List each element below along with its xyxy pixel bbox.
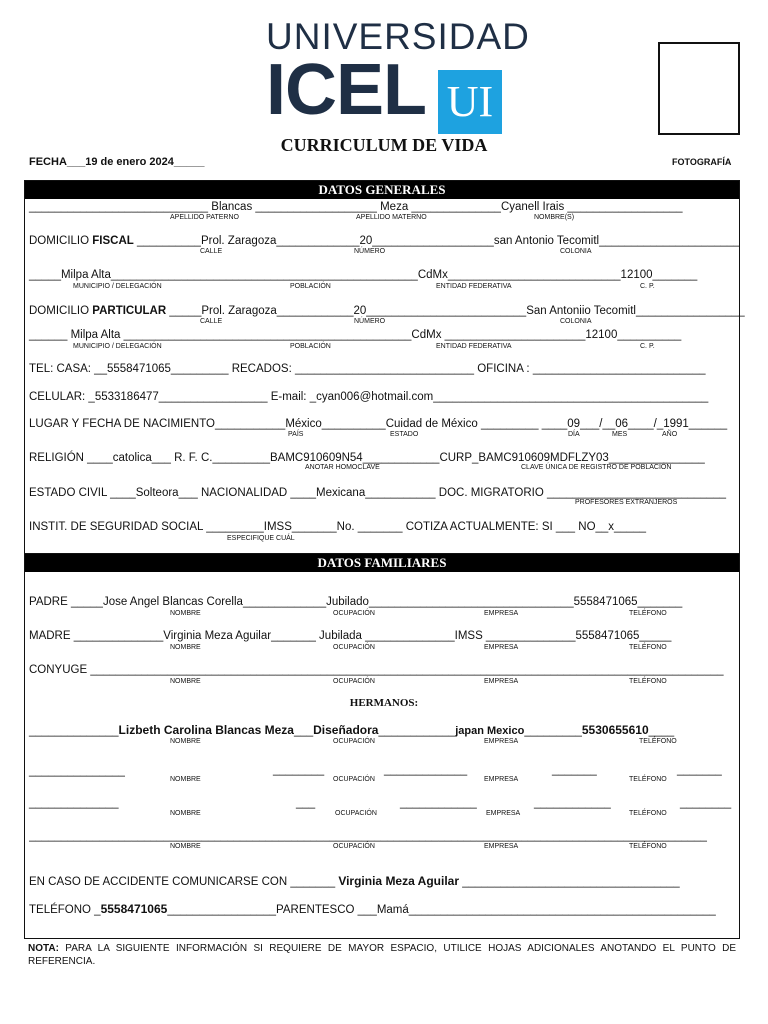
- domicilio-fiscal-line-2: _____Milpa Alta________________________________________________CdMx___________________________12100_______: [29, 269, 698, 281]
- caption-cual: ESPECIFIQUE CUÁL: [227, 535, 295, 542]
- caption-hermano2-ocupacion: OCUPACIÓN: [333, 776, 375, 783]
- telefono-line: TEL: CASA: __5558471065_________ RECADOS: ____________________________ OFICINA : ___________________________: [29, 363, 706, 375]
- caption-hermano3-ocupacion: OCUPACIÓN: [335, 810, 377, 817]
- hermano-1-end: ____: [648, 725, 675, 737]
- caption-padre-ocupacion: OCUPACIÓN: [333, 610, 375, 617]
- caption-padre-telefono: TELÉFONO: [629, 610, 667, 617]
- caption-homoclave: ANOTAR HOMOCLAVE: [305, 464, 380, 471]
- hermano-1-line: [29, 723, 674, 737]
- caption-madre-telefono: TELÉFONO: [629, 644, 667, 651]
- hermano-1-sep2: ____________: [378, 725, 456, 737]
- caption-numero: NÚMERO: [354, 248, 386, 255]
- nota-label: NOTA:: [28, 943, 59, 954]
- section-header-familiares: DATOS FAMILIARES: [25, 554, 739, 572]
- hermano-3-blank-telefono: ________: [680, 797, 732, 809]
- celular-line: CELULAR: _5533186477_________________ E-mail: _cyan006@hotmail.com___________________________________________: [29, 391, 709, 403]
- caption-conyuge-nombre: NOMBRE: [170, 678, 201, 685]
- hermano-3-blank-empresa: ____________: [400, 797, 477, 809]
- seguridad-social-line: INSTIT. DE SEGURIDAD SOCIAL _________IMSS_______No. _______ COTIZA ACTUALMENTE: SI ___ NO__x_____: [29, 521, 647, 533]
- caption-hermano1-nombre: NOMBRE: [170, 738, 201, 745]
- caption-entidad: ENTIDAD FEDERATIVA: [436, 283, 512, 290]
- fiscal-value: __________Prol. Zaragoza_____________20___________________san Antonio Tecomitl______________________: [133, 235, 740, 247]
- caption-hermano3-empresa: EMPRESA: [486, 810, 521, 817]
- fiscal-label: DOMICILIO: [29, 235, 93, 247]
- hermano-3-blank-nombre: ______________: [29, 797, 119, 809]
- caption-pais: PAÍS: [288, 431, 304, 438]
- nota-footer: [28, 942, 736, 968]
- particular-label: DOMICILIO: [29, 305, 93, 317]
- caption-hermano2-telefono: TELÉFONO: [629, 776, 667, 783]
- caption-hermano2-empresa: EMPRESA: [484, 776, 519, 783]
- caption-conyuge-ocupacion: OCUPACIÓN: [333, 678, 375, 685]
- hermano-1-empresa: japan Mexico: [455, 725, 525, 737]
- fiscal-label-bold: FISCAL: [92, 235, 134, 247]
- conyuge-line: CÓNYUGE ___________________________________________________________________________________________________: [29, 664, 724, 676]
- caption-padre-nombre: NOMBRE: [170, 610, 201, 617]
- hermano-4-blank-line: __________________________________________________________________________________________________________: [29, 830, 707, 842]
- hermano-1-blank: ______________: [29, 725, 119, 737]
- caption-calle-2: CALLE: [200, 318, 223, 325]
- particular-value: _____Prol. Zaragoza____________20_________________________San Antoniio Tecomitl_________________: [166, 305, 745, 317]
- caption-madre-nombre: NOMBRE: [170, 644, 201, 651]
- particular-label-bold: PARTICULAR: [92, 305, 167, 317]
- caption-numero-2: NÚMERO: [354, 318, 386, 325]
- hermano-1-sep3: _________: [524, 725, 582, 737]
- caption-mes: MES: [612, 431, 628, 438]
- hermanos-title: HERMANOS:: [349, 697, 419, 709]
- hermano-1-nombre: Lizbeth Carolina Blancas Meza: [118, 723, 294, 737]
- caption-colonia: COLONIA: [560, 248, 592, 255]
- caption-poblacion-2: POBLACIÓN: [290, 343, 331, 350]
- telefono-accidente-label: TELÉFONO _: [29, 904, 101, 916]
- caption-municipio-2: MUNICIPIO / DELEGACIÓN: [73, 343, 162, 350]
- caption-nombres: NOMBRE(S): [534, 214, 575, 221]
- nacimiento-line: LUGAR Y FECHA DE NACIMIENTO___________México__________Cuidad de México _________ ____09___/__06____/_1991______: [29, 418, 728, 430]
- logo-text-universidad: UNIVERSIDAD: [266, 16, 530, 57]
- caption-hermano3-nombre: NOMBRE: [170, 810, 201, 817]
- parentesco-value: _________________PARENTESCO ___Mamá________________________________________________: [167, 904, 716, 916]
- domicilio-particular-line: [29, 305, 745, 317]
- madre-line: MADRE ______________Virginia Meza Aguilar_______ Jubilada ______________IMSS ______________5558471065_____: [29, 630, 672, 642]
- caption-conyuge-telefono: TELÉFONO: [629, 678, 667, 685]
- section-header-generales: DATOS GENERALES: [25, 181, 739, 199]
- caption-entidad-2: ENTIDAD FEDERATIVA: [436, 343, 512, 350]
- caption-apellido-paterno: APELLIDO PATERNO: [170, 214, 239, 221]
- domicilio-particular-line-2: ______ Milpa Alta _____________________________________________CdMx ______________________12100__________: [29, 329, 682, 341]
- caption-apellido-materno: APELLIDO MATERNO: [356, 214, 427, 221]
- fecha-field: FECHA___19 de enero 2024_____: [29, 156, 205, 168]
- caption-colonia-2: COLONIA: [560, 318, 592, 325]
- logo-text-icel: ICEL: [266, 50, 427, 130]
- hermano-3-blank-ocupacion: ___: [296, 797, 316, 809]
- caption-conyuge-empresa: EMPRESA: [484, 678, 519, 685]
- accidente-contacto: Virginia Meza Aguilar: [338, 874, 460, 888]
- caption-cp-2: C. P.: [640, 343, 655, 350]
- telefono-accidente-line: [29, 902, 716, 916]
- accidente-blank: __________________________________: [459, 876, 680, 888]
- accidente-label: EN CASO DE ACCIDENTE COMUNICARSE CON _______: [29, 876, 339, 888]
- hermano-2-blank-nombre: _______________: [29, 765, 125, 777]
- university-logo: [266, 16, 530, 130]
- caption-padre-empresa: EMPRESA: [484, 610, 519, 617]
- caption-hermano2-nombre: NOMBRE: [170, 776, 201, 783]
- caption-madre-ocupacion: OCUPACIÓN: [333, 644, 375, 651]
- hermano-2-blank-extra: _______: [552, 764, 597, 776]
- nota-text: PARA LA SIGUIENTE INFORMACIÓN SI REQUIERE DE MAYOR ESPACIO, UTILICE HOJAS ADICIONALES ANOTANDO EL PUNTO DE REFERENCIA.: [28, 943, 736, 967]
- nombre-line: ____________________________ Blancas ___________________ Meza ______________Cyanell Irais __________________: [29, 201, 683, 213]
- domicilio-fiscal-line: [29, 235, 740, 247]
- hermano-2-blank-empresa: _____________: [384, 764, 468, 776]
- caption-anio: AÑO: [662, 431, 678, 438]
- logo-badge: UI: [438, 70, 502, 134]
- hermano-1-sep1: ___: [293, 725, 314, 737]
- photo-label: FOTOGRAFÍA: [672, 157, 732, 167]
- caption-hermano1-empresa: EMPRESA: [484, 738, 519, 745]
- caption-calle: CALLE: [200, 248, 223, 255]
- caption-madre-empresa: EMPRESA: [484, 644, 519, 651]
- caption-dia: DÍA: [568, 431, 580, 438]
- caption-hermano4-ocupacion: OCUPACIÓN: [333, 843, 375, 850]
- hermano-1-ocupacion: Diseñadora: [313, 723, 379, 737]
- caption-hermano4-empresa: EMPRESA: [484, 843, 519, 850]
- hermano-2-blank-ocupacion: ________: [273, 764, 325, 776]
- hermano-3-blank-extra: ____________: [534, 797, 611, 809]
- religion-rfc-curp-line: RELIGIÓN ____catolica___ R. F. C._________BAMC910609N54____________CURP_BAMC910609MDFLZY03_______________: [29, 452, 705, 464]
- hermano-2-blank-telefono: _______: [677, 764, 722, 776]
- caption-cp: C. P.: [640, 283, 655, 290]
- padre-line: PADRE _____Jose Angel Blancas Corella_____________Jubilado________________________________5558471065_______: [29, 596, 683, 608]
- caption-poblacion: POBLACIÓN: [290, 283, 331, 290]
- photo-box: [658, 42, 740, 135]
- estado-civil-line: ESTADO CIVIL ____Solteora___ NACIONALIDAD ____Mexicana___________ DOC. MIGRATORIO ____________________________: [29, 487, 727, 499]
- telefono-accidente-numero: 5558471065: [100, 902, 168, 916]
- hermano-1-telefono: 5530655610: [581, 723, 649, 737]
- caption-hermano1-telefono: TELÉFONO: [639, 738, 677, 745]
- accidente-line: [29, 874, 680, 888]
- caption-curp: CLAVE ÚNICA DE REGISTRO DE POBLACIÓN: [521, 464, 672, 471]
- caption-hermano1-ocupacion: OCUPACIÓN: [333, 738, 375, 745]
- caption-municipio: MUNICIPIO / DELEGACIÓN: [73, 283, 162, 290]
- caption-hermano4-nombre: NOMBRE: [170, 843, 201, 850]
- caption-extranjeros: PROFESORES EXTRANJEROS: [575, 499, 678, 506]
- page-title: CURRICULUM DE VIDA: [280, 135, 488, 155]
- caption-estado: ESTADO: [390, 431, 419, 438]
- caption-hermano4-telefono: TELÉFONO: [629, 843, 667, 850]
- caption-hermano3-telefono: TELÉFONO: [629, 810, 667, 817]
